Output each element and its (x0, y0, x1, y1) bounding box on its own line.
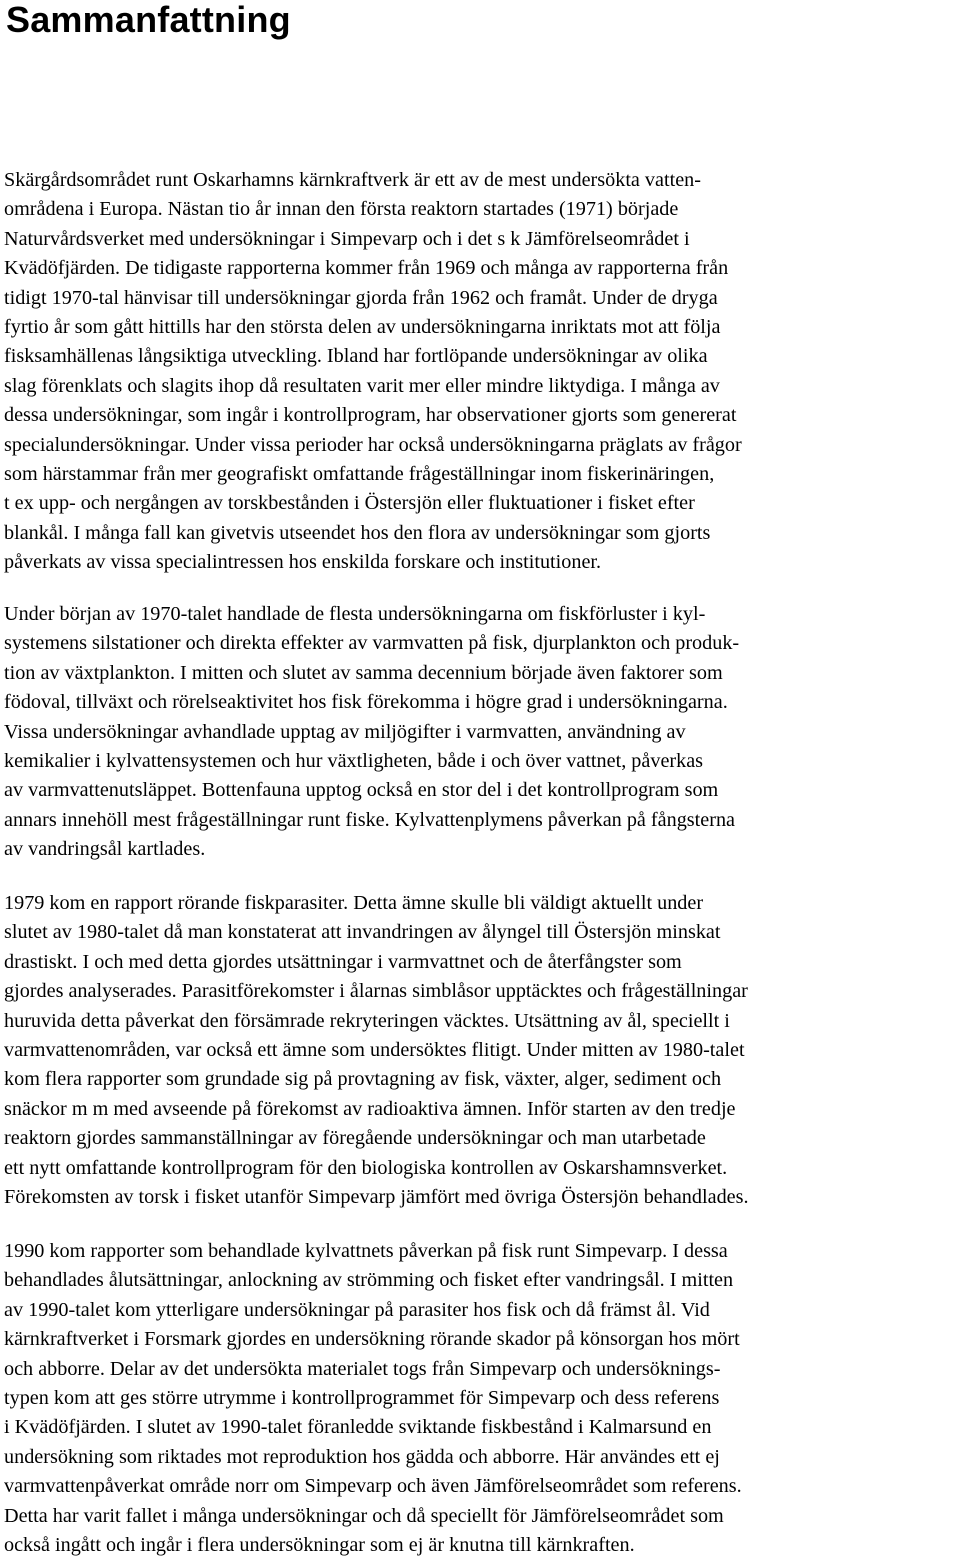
text-line: snäckor m m med avseende på förekomst av radioaktiva ämnen. Inför starten av den tredje (4, 1097, 736, 1120)
text-line: Skärgårdsområdet runt Oskarhamns kärnkraftverk är ett av de mest undersökta vatten- (4, 169, 701, 191)
text-line: tidigt 1970-tal hänvisar till undersökningar gjorda från 1962 och framåt. Under de dryga (4, 286, 718, 309)
text-line: drastiskt. I och med detta gjordes utsättningar i varmvattnet och de återfångster som (4, 950, 682, 973)
text-line: av 1990-talet kom ytterligare undersökningar på parasiter hos fisk och då främst ål. Vid (4, 1298, 710, 1321)
text-line: och abborre. Delar av det undersökta materialet togs från Simpevarp och undersöknings- (4, 1357, 721, 1380)
paragraph-3 (4, 889, 954, 1212)
paragraph-1 (4, 166, 954, 577)
text-line: varmvattenområden, var också ett ämne som undersöktes flitigt. Under mitten av 1980-talet (4, 1038, 745, 1061)
text-line: behandlades ålutsättningar, anlockning av strömming och fisket efter vandringsål. I mitten (4, 1269, 734, 1292)
text-line: tion av växtplankton. I mitten och slutet av samma decennium började även faktorer som (4, 661, 723, 684)
text-line: av vandringsål kartlades. (4, 838, 206, 861)
text-line: Detta har varit fallet i många undersökningar och då speciellt för Jämförelseområdet som (4, 1504, 724, 1527)
text-line: Under början av 1970-talet handlade de flesta undersökningarna om fiskförluster i kyl- (4, 603, 706, 625)
text-line: fisksamhällenas långsiktiga utveckling. Ibland har fortlöpande undersökningar av olika (4, 345, 708, 368)
text-line: i Kvädöfjärden. I slutet av 1990-talet föranledde sviktande fiskbestånd i Kalmarsund en (4, 1416, 712, 1439)
text-line: också ingått och ingår i flera undersökningar som ej är knutna till kärnkraften. (4, 1533, 635, 1556)
text-line: som härstammar från mer geografiskt omfattande frågeställningar inom fiskerinäringen, (4, 462, 715, 485)
text-line: t ex upp- och nergången av torskbestånden i Östersjön eller fluktuationer i fisket efter (4, 492, 695, 515)
text-line: gjordes analyserades. Parasitförekomster i ålarnas simblåsor upptäcktes och frågeställningar (4, 980, 748, 1003)
text-line: ett nytt omfattande kontrollprogram för den biologiska kontrollen av Oskarshamnsverket. (4, 1156, 728, 1179)
text-line: 1979 kom en rapport rörande fiskparasiter. Detta ämne skulle bli väldigt aktuellt under (4, 892, 704, 914)
text-line: födoval, tillväxt och rörelseaktivitet hos fisk förekomma i högre grad i undersökningarna. (4, 691, 728, 714)
text-line: kemikalier i kylvattensystemen och hur växtligheten, både i och över vattnet, påverkas (4, 749, 704, 772)
paragraph-2 (4, 600, 954, 865)
text-line: systemens silstationer och direkta effekter av varmvatten på fisk, djurplankton och produk- (4, 632, 740, 655)
text-line: slag förenklats och slagits ihop då resultaten varit mer eller mindre liktydiga. I många av (4, 374, 720, 397)
text-line: fyrtio år som gått hittills har den största delen av undersökningarna inriktats mot att följa (4, 315, 721, 338)
text-line: undersökning som riktades mot reproduktion hos gädda och abborre. Här användes ett ej (4, 1445, 720, 1468)
text-line: specialundersökningar. Under vissa perioder har också undersökningarna präglats av frågor (4, 433, 742, 456)
text-line: dessa undersökningar, som ingår i kontrollprogram, har observationer gjorts som genererat (4, 404, 737, 427)
text-line: Naturvårdsverket med undersökningar i Simpevarp och i det s k Jämförelseområdet i (4, 227, 690, 250)
text-line: Kvädöfjärden. De tidigaste rapporterna kommer från 1969 och många av rapporterna från (4, 257, 729, 280)
text-line: kom flera rapporter som grundade sig på provtagning av fisk, växter, alger, sediment och (4, 1068, 722, 1091)
text-line: kärnkraftverket i Forsmark gjordes en undersökning rörande skador på könsorgan hos mört (4, 1328, 740, 1351)
text-line: varmvattenpåverkat område norr om Simpevarp och även Jämförelseområdet som referens. (4, 1475, 742, 1498)
text-line: påverkats av vissa specialintressen hos enskilda forskare och institutioner. (4, 551, 602, 574)
text-line: annars innehöll mest frågeställningar runt fiske. Kylvattenplymens påverkan på fångsterna (4, 808, 735, 831)
text-line: 1990 kom rapporter som behandlade kylvattnets påverkan på fisk runt Simpevarp. I dessa (4, 1240, 728, 1262)
paragraph-4 (4, 1237, 954, 1560)
text-line: områdena i Europa. Nästan tio år innan den första reaktorn startades (1971) började (4, 198, 679, 221)
text-line: Förekomsten av torsk i fisket utanför Simpevarp jämfört med övriga Östersjön behandlades. (4, 1185, 749, 1208)
page-title: Sammanfattning (6, 0, 291, 40)
text-line: huruvida detta påverkat den försämrade rekryteringen väcktes. Utsättning av ål, speciellt i (4, 1009, 730, 1032)
text-line: typen kom att ges större utrymme i kontrollprogrammet för Simpevarp och dess referens (4, 1386, 720, 1409)
text-line: av varmvattenutsläppet. Bottenfauna upptog också en stor del i det kontrollprogram som (4, 779, 719, 802)
text-line: reaktorn gjordes sammanställningar av föregående undersökningar och man utarbetade (4, 1127, 706, 1150)
text-line: slutet av 1980-talet då man konstaterat att invandringen av ålyngel till Östersjön minskat (4, 921, 721, 944)
text-line: Vissa undersökningar avhandlade upptag av miljögifter i varmvatten, användning av (4, 720, 686, 743)
text-line: blankål. I många fall kan givetvis utseendet hos den flora av undersökningar som gjorts (4, 521, 711, 544)
